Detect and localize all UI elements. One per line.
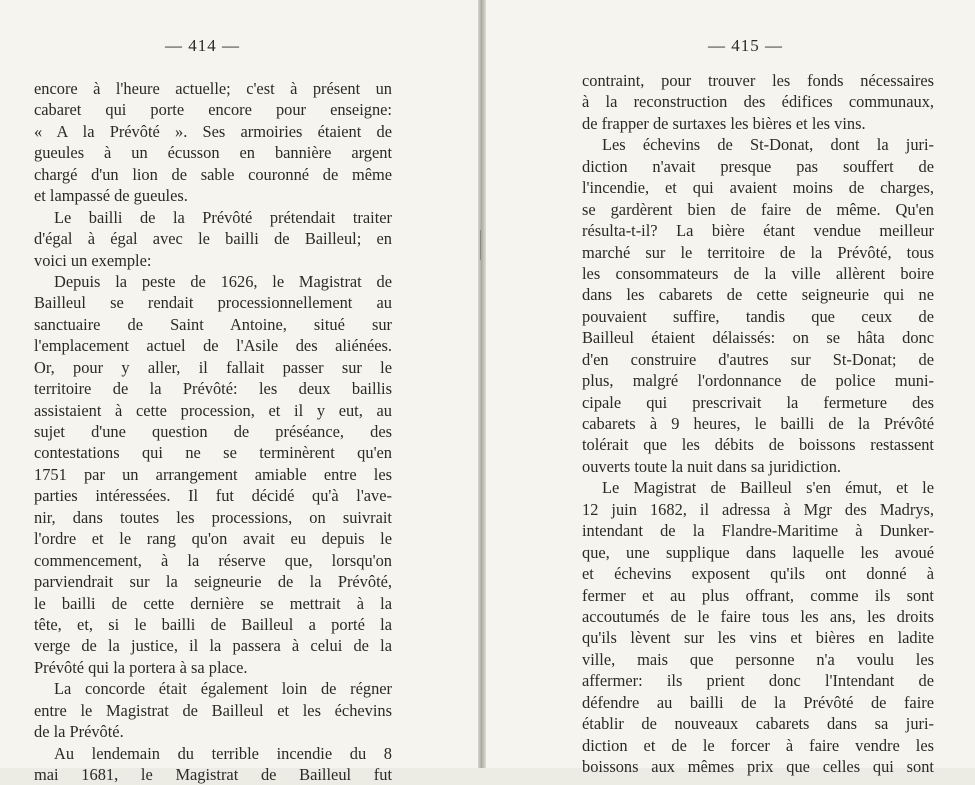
text-line: gueules à un écusson en bannière argent [34,143,392,163]
text-line: 1751 par un arrangement amiable entre les [34,464,392,484]
page-body [582,70,934,777]
text-line: Or, pour y aller, il fallait passer sur le [34,357,392,377]
page-number: — 415 — [708,36,783,55]
text-line: Prévôté qui la portera à sa place. [34,657,248,677]
text-line: contraint, pour trouver les fonds nécessaires [582,71,934,90]
text-line: territoire de la Prévôté: les deux baillis [34,379,392,399]
text-line: intendant de la Flandre-Maritime à Dunker- [582,521,934,541]
text-line: nir, dans toutes les processions, on suivrait [34,507,392,527]
text-line: d'égal à égal avec le bailli de Bailleul; en [34,229,392,249]
text-line: Bailleul se rendait processionnellement au [34,293,392,313]
binding-mark [480,230,485,260]
text-line: marché sur le territoire de la Prévôté, tous [582,242,934,262]
text-line: sanctuaire de Saint Antoine, situé sur [34,314,392,334]
text-line: assistaient à cette procession, et il y eut, au [34,400,392,420]
text-line: Le Magistrat de Bailleul s'en émut, et le [602,478,934,498]
text-line: plus, malgré l'ordonnance de police muni- [582,371,934,391]
text-line: voici un exemple: [34,250,152,270]
text-line: l'ordre et le rang qu'on avait eu depuis le [34,529,392,549]
text-line: de la Prévôté. [34,722,124,742]
text-line: diction et de le forcer à faire vendre les [582,735,934,755]
text-line: boissons aux mêmes prix que celles qui sont [582,757,934,776]
text-line: chargé d'un lion de sable couronné de même [34,164,392,184]
text-line: tolérait que les débits de boissons restassent [582,435,934,455]
book-gutter [478,0,486,768]
text-line: Le bailli de la Prévôté prétendait traiter [54,207,392,227]
text-line: cabaret qui porte encore pour enseigne: [34,100,392,120]
text-line: parties intéressées. Il fut décidé qu'à l'ave- [34,486,392,506]
text-line: sujet d'une question de préséance, des [34,422,392,441]
text-line: 12 juin 1682, il adressa à Mgr des Madrys, [582,499,934,519]
text-line: les consommateurs de la ville allèrent boire [582,263,934,283]
text-line: l'emplacement actuel de l'Asile des aliénées. [34,336,392,356]
text-line: Depuis la peste de 1626, le Magistrat de [54,271,392,291]
text-line: le bailli de cette dernière se mettrait à la [34,593,392,613]
text-line: affermer: ils prient donc l'Intendant de [582,671,934,691]
text-line: tête, et, si le bailli de Bailleul a porté la [34,614,392,634]
text-line: résulta-t-il? La bière étant vendue meilleur [582,221,934,241]
page-number: — 414 — [165,36,240,55]
text-line: de frapper de surtaxes les bières et les vins. [582,113,866,133]
text-line: commencement, à la réserve que, lorsqu'on [34,550,392,570]
text-line: et échevins exposent qu'ils ont donné à [582,564,934,584]
text-line: et lampassé de gueules. [34,186,188,206]
text-line: se gardèrent bien de faire de même. Qu'en [582,199,934,219]
text-line: dans les cabarets de cette seigneurie qui ne [582,285,934,305]
text-line: Bailleul étaient délaissés: on se hâta donc [582,328,934,348]
text-line: encore à l'heure actuelle; c'est à présent un [34,79,392,98]
text-line: pouvaient suffire, tandis que ceux de [582,306,934,326]
text-line: entre le Magistrat de Bailleul et les échevins [34,700,392,720]
text-line: parviendrait sur la seigneurie de la Prévôté, [34,572,392,592]
text-line: que, une supplique dans laquelle les avoué [582,542,934,562]
text-line: verge de la justice, il la passera à celui de la [34,636,392,656]
right-page [486,0,975,776]
text-line: contestations qui ne se terminèrent qu'en [34,443,392,463]
text-line: La concorde était également loin de régner [54,679,392,699]
text-line: Au lendemain du terrible incendie du 8 [54,743,392,763]
text-line: mai 1681, le Magistrat de Bailleul fut [34,765,392,784]
text-line: défendre au bailli de la Prévôté de faire [582,692,934,712]
text-line: Les échevins de St-Donat, dont la juri- [602,135,934,155]
text-line: diction n'avait presque pas souffert de [582,156,934,176]
left-page [0,0,478,784]
text-line: ville, mais que personne n'a voulu les [582,649,934,669]
text-line: établir de nouveaux cabarets dans sa juri- [582,714,934,734]
text-line: qu'ils lèvent sur les vins et bières en ladite [582,628,934,648]
page-body [34,78,392,785]
text-line: l'incendie, et qui avaient moins de charges, [582,178,934,198]
text-line: d'en construire d'autres sur St-Donat; de [582,349,934,369]
text-line: cabarets à 9 heures, le bailli de la Prévôté [582,414,934,433]
text-line: cipale qui prescrivait la fermeture des [582,392,934,412]
text-line: « A la Prévôté ». Ses armoiries étaient de [34,121,392,141]
text-line: accoutumés de le faire tous les ans, les droits [582,606,934,626]
text-line: à la reconstruction des édifices communaux, [582,92,934,112]
text-line: ouverts toute la nuit dans sa juridiction. [582,456,842,476]
text-line: fermer et au plus offrant, comme ils sont [582,585,934,605]
